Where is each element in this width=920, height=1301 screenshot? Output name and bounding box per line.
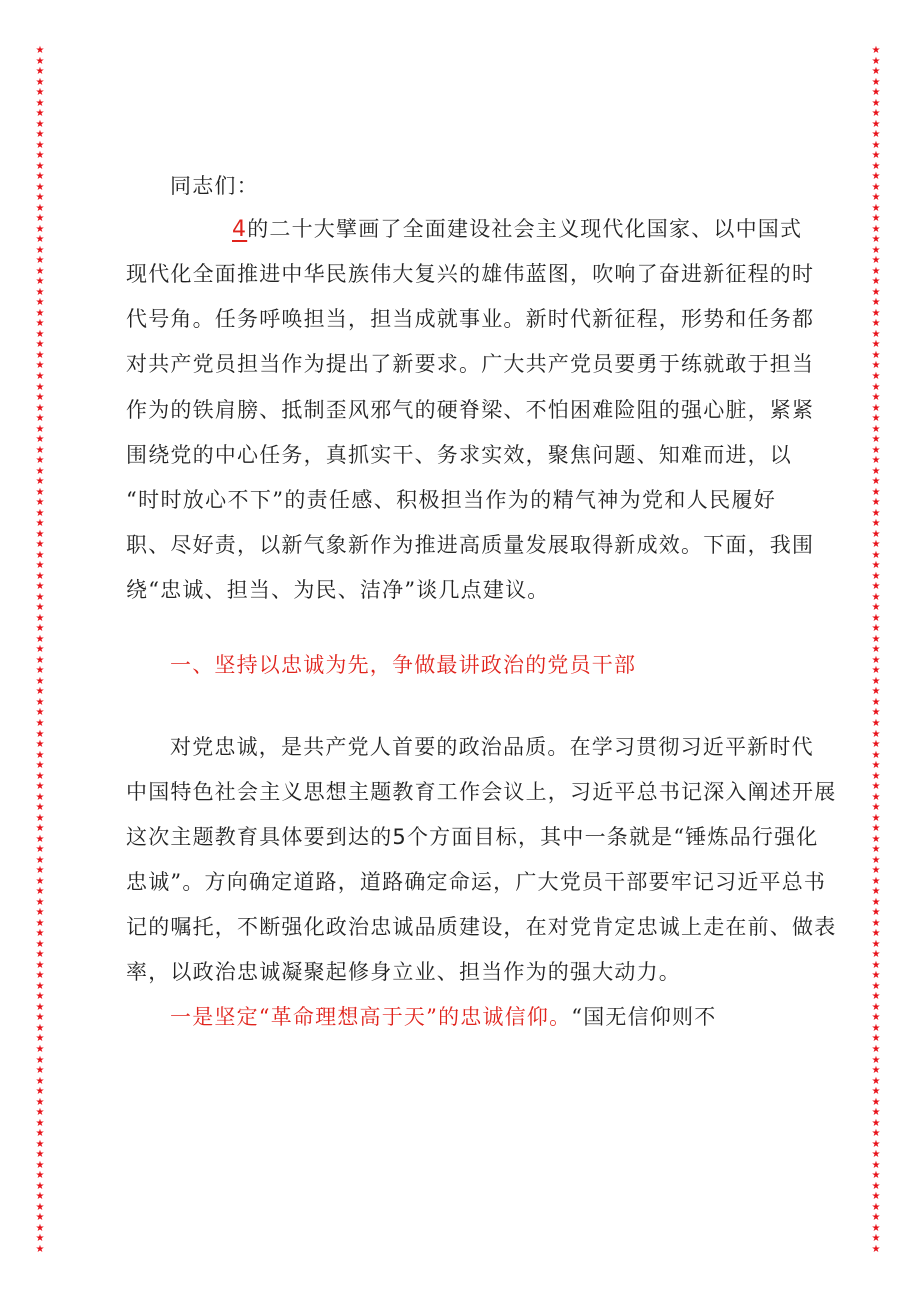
red-star-icon: ★ xyxy=(871,150,881,162)
red-star-icon: ★ xyxy=(871,276,881,288)
para3-line-1 xyxy=(170,1003,716,1031)
red-star-icon: ★ xyxy=(35,465,45,477)
red-star-icon: ★ xyxy=(35,244,45,256)
red-star-icon: ★ xyxy=(35,1149,45,1161)
red-star-icon: ★ xyxy=(871,160,881,172)
red-star-icon: ★ xyxy=(871,1233,881,1245)
red-star-icon: ★ xyxy=(35,570,45,582)
red-star-icon: ★ xyxy=(871,118,881,130)
red-star-icon: ★ xyxy=(35,823,45,835)
intro-line-3: 代号角。任务呼唤担当，担当成就事业。新时代新征程，形势和任务都 xyxy=(126,307,815,331)
red-star-icon: ★ xyxy=(35,844,45,856)
red-star-icon: ★ xyxy=(871,865,881,877)
red-star-icon: ★ xyxy=(35,802,45,814)
red-star-icon: ★ xyxy=(871,781,881,793)
red-star-icon: ★ xyxy=(35,286,45,298)
red-star-icon: ★ xyxy=(35,192,45,204)
red-star-icon: ★ xyxy=(871,1107,881,1119)
red-star-icon: ★ xyxy=(871,307,881,319)
red-star-icon: ★ xyxy=(871,108,881,120)
para2-line-4: 忠诚”。方向确定道路，道路确定命运，广大党员干部要牢记习近平总书 xyxy=(126,870,827,894)
red-star-icon: ★ xyxy=(35,623,45,635)
red-star-icon: ★ xyxy=(35,497,45,509)
red-star-icon: ★ xyxy=(35,328,45,340)
red-star-icon: ★ xyxy=(871,349,881,361)
red-star-icon: ★ xyxy=(35,108,45,120)
red-star-icon: ★ xyxy=(35,171,45,183)
red-star-icon: ★ xyxy=(35,1012,45,1024)
para2-target-count: 5 xyxy=(392,825,407,849)
red-star-icon: ★ xyxy=(35,770,45,782)
red-star-icon: ★ xyxy=(35,255,45,267)
red-star-icon: ★ xyxy=(871,423,881,435)
red-star-icon: ★ xyxy=(35,539,45,551)
red-star-icon: ★ xyxy=(871,612,881,624)
red-star-icon: ★ xyxy=(871,434,881,446)
red-star-icon: ★ xyxy=(871,45,881,56)
red-star-icon: ★ xyxy=(35,781,45,793)
red-star-icon: ★ xyxy=(35,875,45,887)
section-heading-1: 一、坚持以忠诚为先，争做最讲政治的党员干部 xyxy=(170,653,637,677)
red-star-icon: ★ xyxy=(35,370,45,382)
intro-line-6: 围绕党的中心任务，真抓实干、务求实效，聚焦问题、知难而进，以 xyxy=(126,443,792,467)
red-star-icon: ★ xyxy=(35,1054,45,1066)
red-star-icon: ★ xyxy=(871,455,881,467)
red-star-icon: ★ xyxy=(871,1001,881,1013)
greeting: 同志们： xyxy=(170,174,259,198)
red-star-icon: ★ xyxy=(871,1054,881,1066)
red-star-icon: ★ xyxy=(35,339,45,351)
red-star-icon: ★ xyxy=(871,1170,881,1182)
red-star-icon: ★ xyxy=(35,318,45,330)
red-star-icon: ★ xyxy=(35,1096,45,1108)
red-star-icon: ★ xyxy=(35,718,45,729)
red-star-icon: ★ xyxy=(35,1107,45,1119)
red-star-icon: ★ xyxy=(35,1128,45,1140)
red-star-icon: ★ xyxy=(871,129,881,141)
red-star-icon: ★ xyxy=(871,255,881,267)
red-star-icon: ★ xyxy=(35,654,45,666)
red-star-icon: ★ xyxy=(871,644,881,656)
red-star-icon: ★ xyxy=(871,1180,881,1192)
red-star-icon: ★ xyxy=(871,370,881,382)
red-star-icon: ★ xyxy=(35,160,45,172)
red-star-icon: ★ xyxy=(871,360,881,372)
red-star-icon: ★ xyxy=(35,1170,45,1182)
red-star-icon: ★ xyxy=(871,392,881,404)
para3-rest: “国无信仰则不 xyxy=(571,1005,717,1029)
red-star-icon: ★ xyxy=(35,970,45,982)
red-star-icon: ★ xyxy=(35,812,45,824)
red-star-icon: ★ xyxy=(35,696,45,708)
red-star-icon: ★ xyxy=(35,917,45,929)
red-star-icon: ★ xyxy=(35,549,45,561)
red-star-icon: ★ xyxy=(871,959,881,971)
red-star-icon: ★ xyxy=(35,760,45,772)
red-star-icon: ★ xyxy=(35,991,45,1003)
red-star-icon: ★ xyxy=(871,213,881,225)
red-star-icon: ★ xyxy=(35,234,45,246)
red-star-icon: ★ xyxy=(35,749,45,761)
para3-red-lead: 一是坚定“革命理想高于天”的忠诚信仰。 xyxy=(170,1005,572,1029)
red-star-icon: ★ xyxy=(35,307,45,319)
red-star-icon: ★ xyxy=(35,907,45,919)
red-star-icon: ★ xyxy=(871,55,881,67)
red-star-icon: ★ xyxy=(871,202,881,214)
red-star-icon: ★ xyxy=(871,507,881,519)
para2-line-3 xyxy=(126,823,819,851)
red-star-icon: ★ xyxy=(871,844,881,856)
red-star-icon: ★ xyxy=(35,139,45,151)
red-star-icon: ★ xyxy=(35,581,45,593)
para2-line-1: 对党忠诚，是共产党人首要的政治品质。在学习贯彻习近平新时代 xyxy=(170,735,814,759)
para2-line-3-a: 这次主题教育具体要到达的 xyxy=(126,825,393,849)
red-star-icon: ★ xyxy=(871,413,881,425)
red-star-icon: ★ xyxy=(871,791,881,803)
red-star-icon: ★ xyxy=(871,171,881,183)
red-star-icon: ★ xyxy=(871,1149,881,1161)
intro-line-5: 作为的铁肩膀、抵制歪风邪气的硬脊梁、不怕困难险阻的强心脏，紧紧 xyxy=(126,398,815,422)
red-star-icon: ★ xyxy=(871,570,881,582)
red-star-icon: ★ xyxy=(871,528,881,540)
red-star-icon: ★ xyxy=(35,644,45,656)
red-star-icon: ★ xyxy=(35,1001,45,1013)
para2-line-5: 记的嘱托，不断强化政治忠诚品质建设，在对党肯定忠诚上走在前、做表 xyxy=(126,915,837,939)
red-star-icon: ★ xyxy=(35,686,45,698)
red-star-icon: ★ xyxy=(35,938,45,950)
intro-line-1 xyxy=(232,215,802,244)
red-star-icon: ★ xyxy=(871,465,881,477)
red-star-icon: ★ xyxy=(871,749,881,761)
red-star-icon: ★ xyxy=(35,434,45,446)
red-star-icon: ★ xyxy=(35,87,45,99)
red-star-icon: ★ xyxy=(871,928,881,940)
red-star-icon: ★ xyxy=(871,192,881,204)
red-star-icon: ★ xyxy=(871,66,881,78)
red-star-icon: ★ xyxy=(871,87,881,99)
red-star-icon: ★ xyxy=(35,707,45,719)
red-star-icon: ★ xyxy=(871,812,881,824)
red-star-icon: ★ xyxy=(35,1086,45,1098)
red-star-icon: ★ xyxy=(35,1138,45,1150)
red-star-icon: ★ xyxy=(35,507,45,519)
red-star-icon: ★ xyxy=(35,486,45,498)
red-star-icon: ★ xyxy=(35,129,45,141)
red-star-icon: ★ xyxy=(35,150,45,162)
red-star-icon: ★ xyxy=(871,896,881,908)
red-star-icon: ★ xyxy=(35,223,45,235)
red-star-icon: ★ xyxy=(871,1022,881,1034)
red-star-icon: ★ xyxy=(35,1243,45,1255)
red-star-icon: ★ xyxy=(871,1191,881,1203)
red-star-icon: ★ xyxy=(871,686,881,698)
intro-line-4: 对共产党员担当作为提出了新要求。广大共产党员要勇于练就敢于担当 xyxy=(126,352,815,376)
red-star-icon: ★ xyxy=(35,423,45,435)
red-star-icon: ★ xyxy=(871,1222,881,1234)
red-star-icon: ★ xyxy=(35,612,45,624)
red-star-icon: ★ xyxy=(871,707,881,719)
red-star-icon: ★ xyxy=(35,518,45,530)
red-star-icon: ★ xyxy=(871,181,881,193)
red-star-icon: ★ xyxy=(35,1191,45,1203)
red-star-icon: ★ xyxy=(35,528,45,540)
intro-line-7: “时时放心不下”的责任感、积极担当作为的精气神为党和人民履好 xyxy=(126,488,776,512)
red-star-icon: ★ xyxy=(871,1117,881,1129)
red-star-icon: ★ xyxy=(35,1065,45,1077)
red-star-icon: ★ xyxy=(35,739,45,751)
red-star-icon: ★ xyxy=(871,497,881,509)
red-star-icon: ★ xyxy=(35,455,45,467)
red-star-icon: ★ xyxy=(871,770,881,782)
red-star-icon: ★ xyxy=(871,1043,881,1055)
red-star-icon: ★ xyxy=(871,970,881,982)
red-star-icon: ★ xyxy=(871,402,881,414)
red-star-icon: ★ xyxy=(35,1075,45,1087)
red-star-icon: ★ xyxy=(35,1022,45,1034)
red-star-icon: ★ xyxy=(871,328,881,340)
red-star-icon: ★ xyxy=(871,886,881,898)
red-star-icon: ★ xyxy=(35,633,45,645)
red-star-icon: ★ xyxy=(35,349,45,361)
red-star-icon: ★ xyxy=(871,823,881,835)
red-star-icon: ★ xyxy=(35,118,45,130)
red-star-icon: ★ xyxy=(35,265,45,277)
red-star-icon: ★ xyxy=(871,1212,881,1224)
red-star-icon: ★ xyxy=(35,602,45,614)
red-star-icon: ★ xyxy=(871,581,881,593)
red-star-icon: ★ xyxy=(35,392,45,404)
red-star-icon: ★ xyxy=(871,318,881,330)
red-star-icon: ★ xyxy=(35,675,45,687)
para2-line-2: 中国特色社会主义思想主题教育工作会议上，习近平总书记深入阐述开展 xyxy=(126,780,837,804)
red-star-icon: ★ xyxy=(35,728,45,740)
red-star-icon: ★ xyxy=(871,1075,881,1087)
red-star-icon: ★ xyxy=(35,381,45,393)
red-star-icon: ★ xyxy=(871,718,881,729)
red-star-icon: ★ xyxy=(35,980,45,992)
red-star-icon: ★ xyxy=(871,675,881,687)
red-star-icon: ★ xyxy=(871,549,881,561)
red-star-icon: ★ xyxy=(871,1096,881,1108)
red-star-icon: ★ xyxy=(35,1117,45,1129)
red-star-icon: ★ xyxy=(35,476,45,488)
red-star-icon: ★ xyxy=(871,265,881,277)
right-star-border xyxy=(870,46,882,1256)
red-star-icon: ★ xyxy=(871,1159,881,1171)
red-star-icon: ★ xyxy=(871,875,881,887)
red-star-icon: ★ xyxy=(871,1065,881,1077)
red-star-icon: ★ xyxy=(35,896,45,908)
intro-line-8: 职、尽好责，以新气象新作为推进高质量发展取得新成效。下面，我围 xyxy=(126,533,815,557)
red-star-icon: ★ xyxy=(871,286,881,298)
red-star-icon: ★ xyxy=(35,833,45,845)
red-star-icon: ★ xyxy=(35,886,45,898)
red-star-icon: ★ xyxy=(35,959,45,971)
intro-line-9: 绕“忠诚、担当、为民、洁净”谈几点建议。 xyxy=(126,578,550,602)
red-star-icon: ★ xyxy=(871,1201,881,1213)
red-star-icon: ★ xyxy=(871,234,881,246)
red-star-icon: ★ xyxy=(871,339,881,351)
red-star-icon: ★ xyxy=(871,602,881,614)
red-star-icon: ★ xyxy=(871,223,881,235)
red-star-icon: ★ xyxy=(35,45,45,56)
red-star-icon: ★ xyxy=(35,1212,45,1224)
red-star-icon: ★ xyxy=(871,623,881,635)
red-star-icon: ★ xyxy=(871,980,881,992)
red-star-icon: ★ xyxy=(35,854,45,866)
red-star-icon: ★ xyxy=(35,213,45,225)
red-star-icon: ★ xyxy=(35,202,45,214)
red-star-icon: ★ xyxy=(35,402,45,414)
red-star-icon: ★ xyxy=(871,1012,881,1024)
red-star-icon: ★ xyxy=(871,444,881,456)
red-star-icon: ★ xyxy=(871,560,881,572)
red-star-icon: ★ xyxy=(871,833,881,845)
red-star-icon: ★ xyxy=(35,1159,45,1171)
red-star-icon: ★ xyxy=(35,928,45,940)
para2-line-3-b: 个方面目标，其中一条就是“锤炼品行强化 xyxy=(406,825,819,849)
red-star-icon: ★ xyxy=(871,381,881,393)
para2-line-6: 率，以政治忠诚凝聚起修身立业、担当作为的强大动力。 xyxy=(126,960,681,984)
intro-number: 4 xyxy=(232,217,248,242)
red-star-icon: ★ xyxy=(35,1233,45,1245)
red-star-icon: ★ xyxy=(871,591,881,603)
red-star-icon: ★ xyxy=(871,991,881,1003)
red-star-icon: ★ xyxy=(871,854,881,866)
red-star-icon: ★ xyxy=(35,1043,45,1055)
red-star-icon: ★ xyxy=(871,665,881,677)
red-star-icon: ★ xyxy=(35,560,45,572)
intro-line-2: 现代化全面推进中华民族伟大复兴的雄伟蓝图，吹响了奋进新征程的时 xyxy=(126,262,815,286)
red-star-icon: ★ xyxy=(35,949,45,961)
red-star-icon: ★ xyxy=(35,413,45,425)
red-star-icon: ★ xyxy=(35,1222,45,1234)
red-star-icon: ★ xyxy=(35,1033,45,1045)
red-star-icon: ★ xyxy=(871,633,881,645)
red-star-icon: ★ xyxy=(871,949,881,961)
red-star-icon: ★ xyxy=(35,865,45,877)
red-star-icon: ★ xyxy=(871,760,881,772)
red-star-icon: ★ xyxy=(871,539,881,551)
red-star-icon: ★ xyxy=(871,654,881,666)
red-star-icon: ★ xyxy=(871,476,881,488)
red-star-icon: ★ xyxy=(871,297,881,309)
red-star-icon: ★ xyxy=(871,802,881,814)
red-star-icon: ★ xyxy=(35,76,45,88)
red-star-icon: ★ xyxy=(871,518,881,530)
red-star-icon: ★ xyxy=(35,97,45,109)
red-star-icon: ★ xyxy=(35,1180,45,1192)
red-star-icon: ★ xyxy=(871,139,881,151)
red-star-icon: ★ xyxy=(35,276,45,288)
red-star-icon: ★ xyxy=(871,1128,881,1140)
red-star-icon: ★ xyxy=(871,696,881,708)
red-star-icon: ★ xyxy=(871,938,881,950)
red-star-icon: ★ xyxy=(35,665,45,677)
intro-line-1-text: 的二十大擘画了全面建设社会主义现代化国家、以中国式 xyxy=(247,217,803,241)
red-star-icon: ★ xyxy=(871,1033,881,1045)
red-star-icon: ★ xyxy=(871,728,881,740)
red-star-icon: ★ xyxy=(871,244,881,256)
red-star-icon: ★ xyxy=(871,1243,881,1255)
red-star-icon: ★ xyxy=(871,917,881,929)
red-star-icon: ★ xyxy=(35,444,45,456)
red-star-icon: ★ xyxy=(871,1086,881,1098)
red-star-icon: ★ xyxy=(35,55,45,67)
red-star-icon: ★ xyxy=(871,97,881,109)
red-star-icon: ★ xyxy=(35,791,45,803)
red-star-icon: ★ xyxy=(35,66,45,78)
red-star-icon: ★ xyxy=(871,907,881,919)
left-star-border xyxy=(34,46,46,1256)
red-star-icon: ★ xyxy=(35,297,45,309)
red-star-icon: ★ xyxy=(35,591,45,603)
red-star-icon: ★ xyxy=(35,360,45,372)
red-star-icon: ★ xyxy=(871,486,881,498)
red-star-icon: ★ xyxy=(871,1138,881,1150)
red-star-icon: ★ xyxy=(871,76,881,88)
red-star-icon: ★ xyxy=(871,739,881,751)
red-star-icon: ★ xyxy=(35,181,45,193)
red-star-icon: ★ xyxy=(35,1201,45,1213)
